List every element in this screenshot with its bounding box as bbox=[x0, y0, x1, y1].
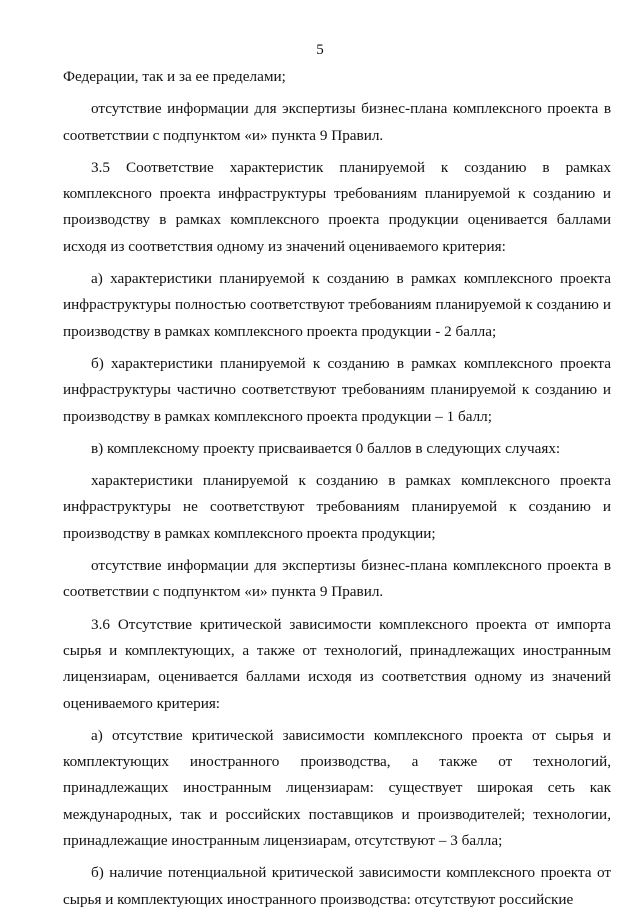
paragraph-3-6-a: а) отсутствие критической зависимости комплексного проекта от сырья и комплектующих иностранного производства, а также от технологий, принадлежащих иностранным лицензиарам: существует широкая сеть как международных, так и российских поставщиков и производителей; технологии, принадлежащие иностранным лицензиарам, отсутствуют – 3 балла; bbox=[63, 726, 611, 850]
paragraph-3-5-b: б) характеристики планируемой к созданию в рамках комплексного проекта инфраструктуры частично соответствуют требованиям планируемой к созданию и производству в рамках комплексного проекта продукции – 1 балл; bbox=[63, 354, 611, 425]
paragraph-section-3-5: 3.5 Соответствие характеристик планируемой к созданию в рамках комплексного проекта инфраструктуры требованиям планируемой к созданию и производству в рамках комплексного проекта продукции оценивается баллами исходя из соответствия одному из значений оцениваемого критерия: bbox=[63, 158, 611, 255]
paragraph-missing-info-1: отсутствие информации для экспертизы бизнес-плана комплексного проекта в соответствии с подпунктом «и» пункта 9 Правил. bbox=[63, 100, 611, 144]
page-number: 5 bbox=[316, 42, 324, 58]
paragraph-3-5-v-case-1: характеристики планируемой к созданию в рамках комплексного проекта инфраструктуры не соответствуют требованиям планируемой к созданию и производству в рамках комплексного проекта продукции; bbox=[63, 472, 611, 542]
paragraph-3-5-v-case-2: отсутствие информации для экспертизы бизнес-плана комплексного проекта в соответствии с подпунктом «и» пункта 9 Правил. bbox=[63, 557, 611, 601]
paragraph-3-5-a: а) характеристики планируемой к созданию в рамках комплексного проекта инфраструктуры полностью соответствуют требованиям планируемой к созданию и производству в рамках комплексного проекта продукции - 2 балла; bbox=[63, 270, 611, 340]
paragraph-3-5-v: в) комплексному проекту присваивается 0 баллов в следующих случаях: bbox=[91, 439, 561, 457]
document-body bbox=[63, 64, 611, 919]
paragraph-continuation: Федерации, так и за ее пределами; bbox=[63, 68, 286, 85]
paragraph-3-6-b: б) наличие потенциальной критической зависимости комплексного проекта от сырья и комплектующих иностранного производства: отсутствуют российские bbox=[63, 864, 611, 908]
paragraph-section-3-6: 3.6 Отсутствие критической зависимости комплексного проекта от импорта сырья и комплектующих, а также от технологий, принадлежащих иностранным лицензиарам, оценивается баллами исходя из соответствия одному из значений оцениваемого критерия: bbox=[63, 615, 611, 712]
